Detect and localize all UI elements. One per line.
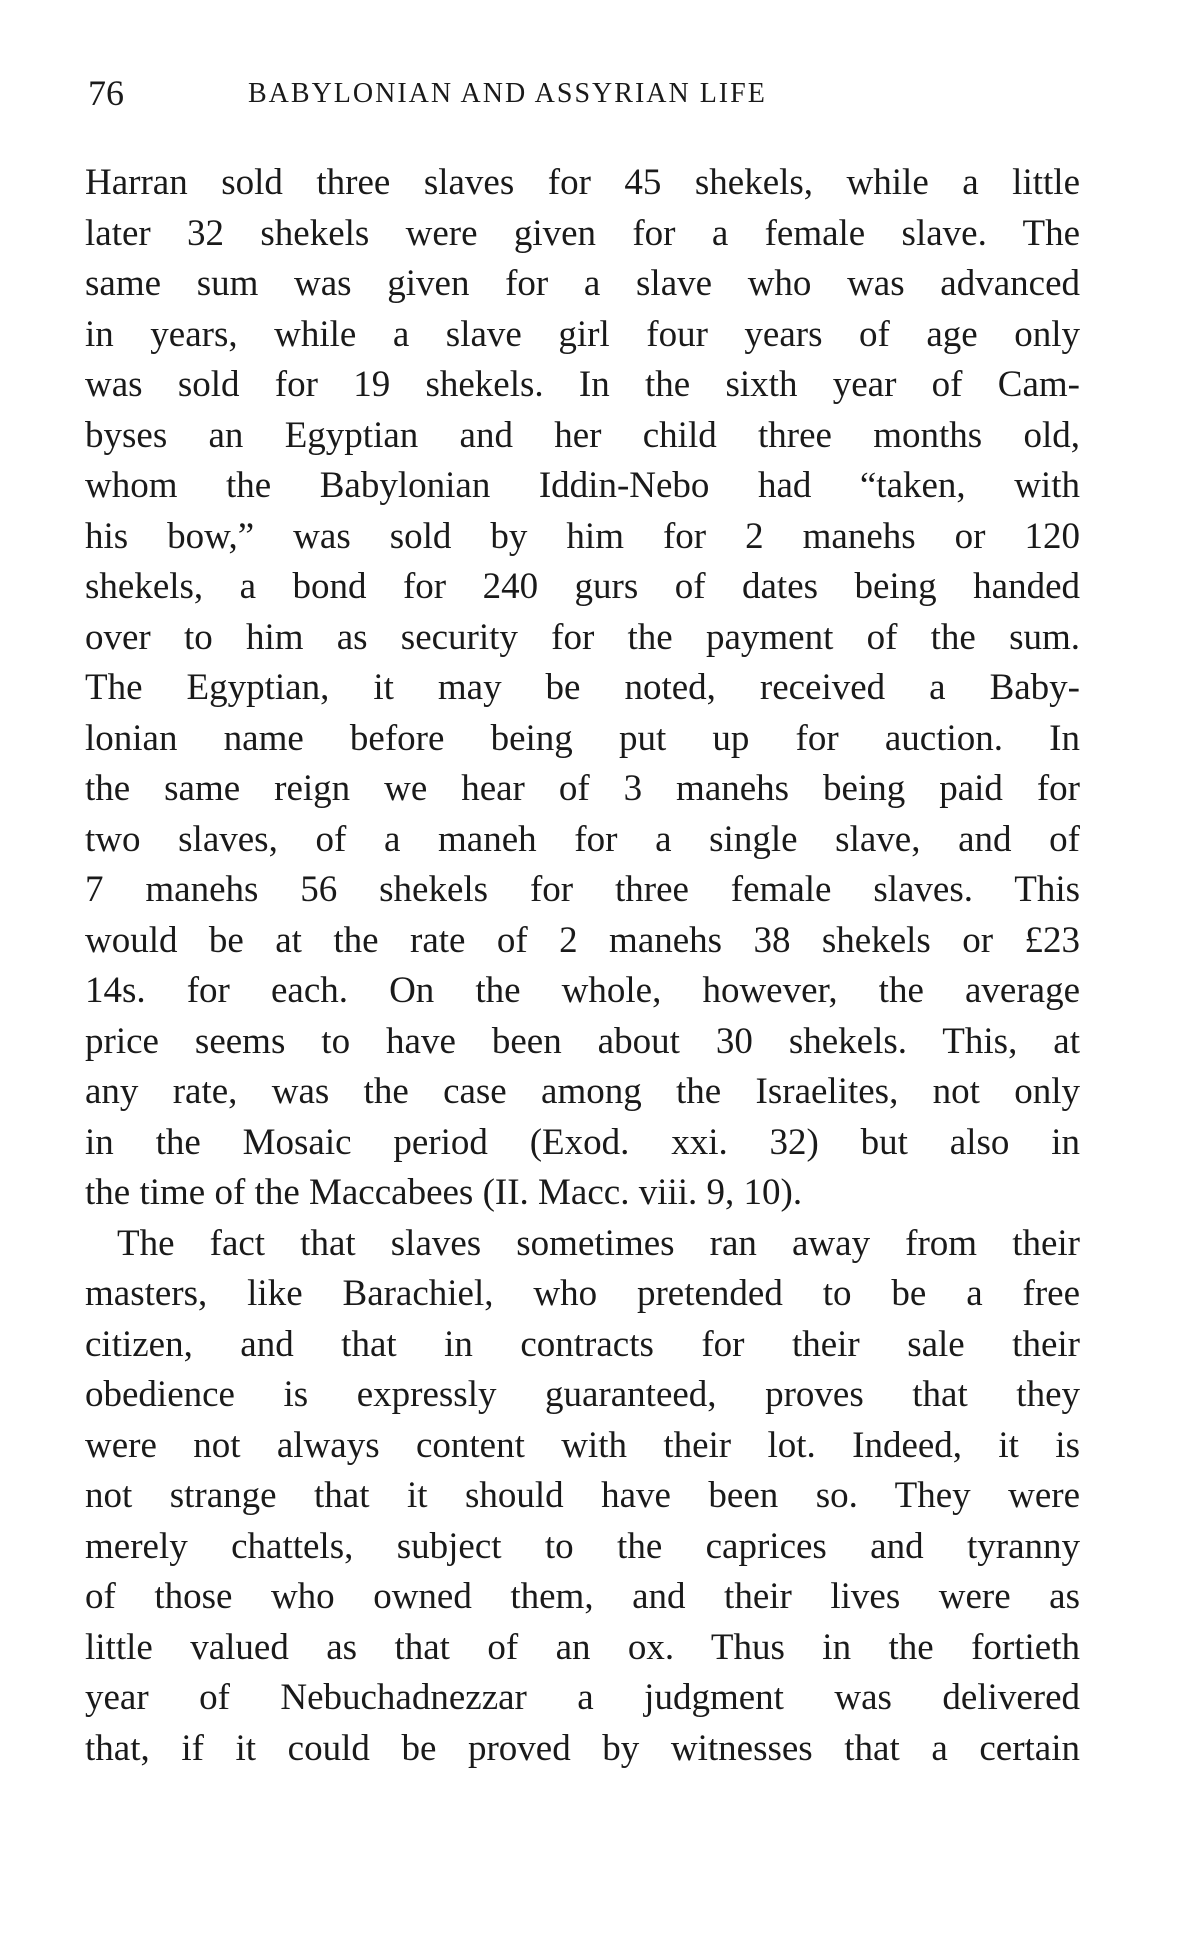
text-body	[85, 158, 1080, 1774]
text-line: his bow,” was sold by him for 2 manehs or 120	[85, 515, 1080, 557]
text-line: masters, like Barachiel, who pretended to be a free	[85, 1273, 1080, 1314]
text-line: two slaves, of a maneh for a single slave, and of	[85, 818, 1080, 860]
text-line: would be at the rate of 2 manehs 38 shekels or £23	[85, 919, 1080, 961]
text-line: little valued as that of an ox. Thus in the fortieth	[85, 1626, 1080, 1668]
text-line: merely chattels, subject to the caprices and tyranny	[85, 1525, 1080, 1567]
text-line: over to him as security for the payment of the sum.	[85, 616, 1080, 658]
text-line: 7 manehs 56 shekels for three female slaves. This	[85, 869, 1080, 910]
text-line: later 32 shekels were given for a female slave. The	[85, 212, 1080, 254]
text-line: 14s. for each. On the whole, however, the average	[85, 970, 1080, 1011]
text-line: citizen, and that in contracts for their sale their	[85, 1323, 1080, 1365]
text-line: was sold for 19 shekels. In the sixth year of Cam-	[85, 364, 1080, 405]
text-line: The Egyptian, it may be noted, received a Baby-	[85, 667, 1080, 708]
text-line: year of Nebuchadnezzar a judgment was delivered	[85, 1677, 1080, 1718]
text-line: shekels, a bond for 240 gurs of dates being handed	[85, 566, 1080, 607]
text-line: the same reign we hear of 3 manehs being paid for	[85, 768, 1080, 809]
text-line: were not always content with their lot. Indeed, it is	[85, 1424, 1080, 1466]
text-line: obedience is expressly guaranteed, proves that they	[85, 1374, 1080, 1415]
text-line: not strange that it should have been so. They were	[85, 1475, 1080, 1516]
text-line: price seems to have been about 30 shekels. This, at	[85, 1020, 1080, 1062]
text-line: in years, while a slave girl four years of age only	[85, 313, 1080, 355]
text-line: whom the Babylonian Iddin-Nebo had “taken, with	[85, 465, 1080, 506]
text-line: Harran sold three slaves for 45 shekels, while a little	[85, 162, 1080, 203]
paragraph-end-line: the time of the Maccabees (II. Macc. viii. 9, 10).	[85, 1172, 803, 1213]
text-line: that, if it could be proved by witnesses that a certain	[85, 1727, 1080, 1769]
running-head-title: BABYLONIAN AND ASSYRIAN LIFE	[248, 78, 767, 109]
text-line: same sum was given for a slave who was advanced	[85, 263, 1080, 304]
text-line: any rate, was the case among the Israelites, not only	[85, 1071, 1080, 1112]
text-line: in the Mosaic period (Exod. xxi. 32) but also in	[85, 1121, 1080, 1163]
text-line: lonian name before being put up for auction. In	[85, 717, 1080, 759]
page-number: 76	[88, 73, 124, 113]
running-head	[88, 72, 1078, 122]
text-line: of those who owned them, and their lives were as	[85, 1576, 1080, 1617]
text-line: byses an Egyptian and her child three months old,	[85, 414, 1080, 456]
paragraph-start-line: The fact that slaves sometimes ran away from their	[117, 1222, 1080, 1264]
